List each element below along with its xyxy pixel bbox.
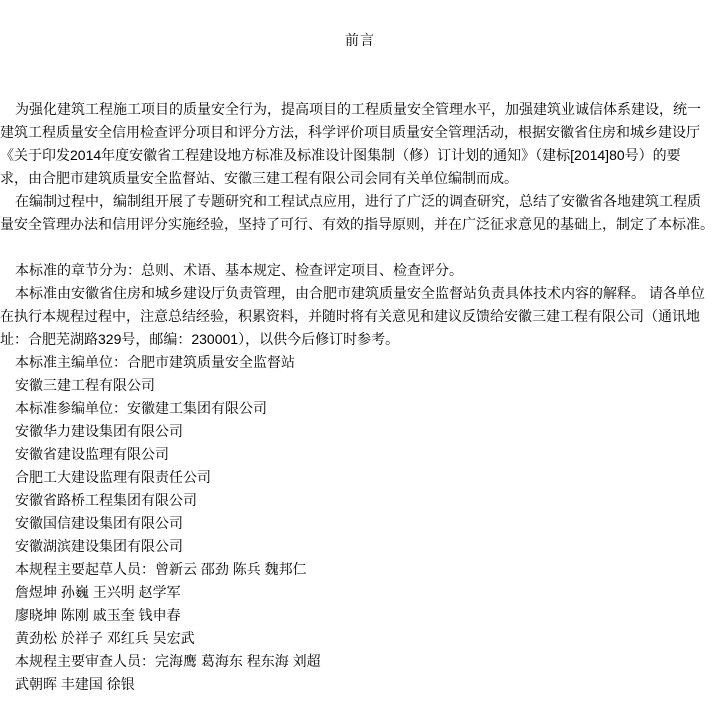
text-line: 本规程主要起草人员：曾新云 邵劲 陈兵 魏邦仁 xyxy=(15,561,307,577)
text-line: 本标准的章节分为：总则、术语、基本规定、检查评定项目、检查评分。 xyxy=(15,262,463,278)
text-line: 在编制过程中，编制组开展了专题研究和工程试点应用，进行了广泛的调查研究，总结了安徽省各地建筑工程质 xyxy=(15,193,701,209)
text-line: 本标准由安徽省住房和城乡建设厅负责管理，由合肥市建筑质量安全监督站负责具体技术内容的解释。 请各单位 xyxy=(15,285,705,301)
text-line: 武朝晖 丰建国 徐银 xyxy=(15,676,135,692)
text-line: 合肥工大建设监理有限责任公司 xyxy=(15,469,211,485)
text-line: 詹煜坤 孙巍 王兴明 赵学军 xyxy=(15,584,181,600)
text-line: 量安全管理办法和信用评分实施经验，坚持了可行、有效的指导原则，并在广泛征求意见的基础上，制定了本标准。 xyxy=(0,216,714,232)
page-title: 前言 xyxy=(345,32,375,48)
text-line: 在执行本规程过程中，注意总结经验，积累资料，并随时将有关意见和建议反馈给安徽三建工程有限公司（通讯地 xyxy=(0,308,700,324)
text-line: 《关于印发2014年度安徽省工程建设地方标准及标准设计图集制（修）订计划的通知》（建标[2014]80号）的要 xyxy=(0,147,681,163)
document-body xyxy=(0,98,720,696)
text-line: 本标准参编单位：安徽建工集团有限公司 xyxy=(15,400,267,416)
text-line: 建筑工程质量安全信用检查评分项目和评分方法，科学评价项目质量安全管理活动，根据安徽省住房和城乡建设厅 xyxy=(0,124,700,140)
text-line: 黄劲松 於祥子 邓红兵 吴宏武 xyxy=(15,630,195,646)
text-line: 址：合肥芜湖路329号，邮编：230001），以供今后修订时参考。 xyxy=(0,331,400,347)
text-line: 安徽湖滨建设集团有限公司 xyxy=(15,538,183,554)
text-line: 安徽三建工程有限公司 xyxy=(15,377,155,393)
text-line: 安徽省建设监理有限公司 xyxy=(15,446,169,462)
text-line: 廖晓坤 陈刚 戚玉奎 钱申春 xyxy=(15,607,181,623)
text-line: 为强化建筑工程施工项目的质量安全行为，提高项目的工程质量安全管理水平，加强建筑业诚信体系建设，统一 xyxy=(15,101,701,117)
text-line: 求，由合肥市建筑质量安全监督站、安徽三建工程有限公司会同有关单位编制而成。 xyxy=(0,170,518,186)
text-line: 安徽省路桥工程集团有限公司 xyxy=(15,492,197,508)
text-line: 本规程主要审查人员：完海鹰 葛海东 程东海 刘超 xyxy=(15,653,321,669)
text-line: 安徽华力建设集团有限公司 xyxy=(15,423,183,439)
text-line: 本标准主编单位：合肥市建筑质量安全监督站 xyxy=(15,354,295,370)
text-line: 安徽国信建设集团有限公司 xyxy=(15,515,183,531)
